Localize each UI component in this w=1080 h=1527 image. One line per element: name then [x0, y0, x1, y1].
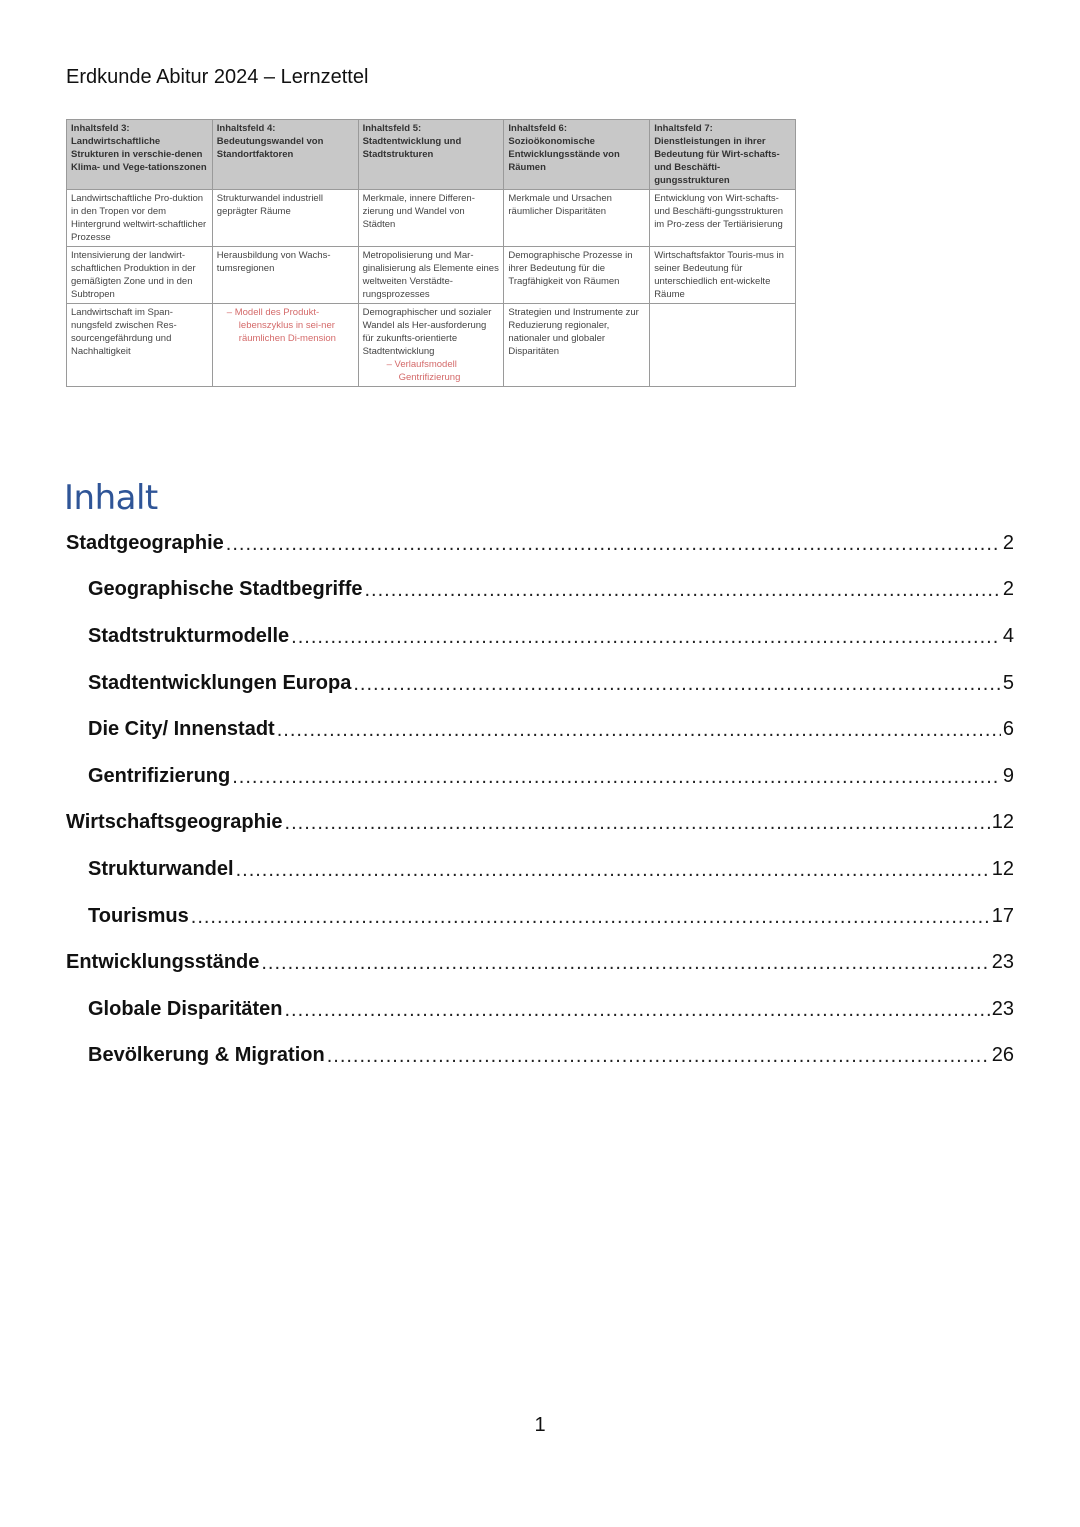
table-cell: Demographische Prozesse in ihrer Bedeutung für die Tragfähigkeit von Räumen	[504, 247, 650, 304]
toc-entry-entwicklungsstaende[interactable]	[66, 939, 1014, 986]
toc-entry-title: Wirtschaftsgeographie	[66, 811, 283, 834]
toc-entry-title: Geographische Stadtbegriffe	[88, 578, 363, 601]
table-cell: Merkmale, innere Differen-zierung und Wandel von Städten	[358, 190, 504, 247]
toc-entry-page: 9	[1002, 764, 1014, 787]
table-cell: Merkmale und Ursachen räumlicher Disparitäten	[504, 190, 650, 247]
toc-entry-stadtentwicklungen-europa[interactable]	[66, 660, 1014, 707]
dot-leader	[232, 766, 1001, 789]
toc-entry-gentrifizierung[interactable]	[66, 753, 1014, 800]
dot-leader	[365, 579, 1001, 602]
toc-entry-globale-disparitaeten[interactable]	[66, 986, 1014, 1033]
table-cell: Wirtschaftsfaktor Touris-mus in seiner Bedeutung für unterschiedlich ent-wickelte Räume	[650, 247, 796, 304]
dot-leader	[353, 673, 1001, 696]
dot-leader	[285, 999, 990, 1022]
table-header-cell: Inhaltsfeld 6: Sozioökonomische Entwicklungsstände von Räumen	[504, 120, 650, 190]
table-header-cell: Inhaltsfeld 3: Landwirtschaftliche Strukturen in verschie-denen Klima- und Vege-tationszonen	[67, 120, 213, 190]
dot-leader	[291, 626, 1001, 649]
toc-entry-title: Globale Disparitäten	[88, 997, 283, 1020]
table-cell-text: Demographischer und sozialer Wandel als Her-ausforderung für zukunfts-orientierte Stadtentwicklung	[362, 307, 492, 357]
page-number: 1	[534, 1414, 546, 1436]
toc-entry-page: 6	[1002, 718, 1014, 741]
table-row	[67, 304, 796, 387]
dot-leader	[277, 719, 1001, 742]
note-produktlebenszyklus: – Modell des Produkt-lebenszyklus in sei-ner räumlichen Di-mension	[226, 307, 336, 344]
toc-entry-bevoelkerung-migration[interactable]	[66, 1033, 1014, 1080]
toc-entry-title: Stadtgeographie	[66, 531, 224, 554]
dot-leader	[226, 533, 1001, 556]
toc-entry-wirtschaftsgeographie[interactable]	[66, 800, 1014, 847]
toc-entry-title: Entwicklungsstände	[66, 951, 260, 974]
table-cell: Strategien und Instrumente zur Reduzierung regionaler, nationaler und globaler Disparitäten	[504, 304, 650, 387]
table-header-cell: Inhaltsfeld 4: Bedeutungswandel von Standortfaktoren	[212, 120, 358, 190]
table-header-row	[67, 120, 796, 190]
table-cell: Entwicklung von Wirt-schafts- und Beschäfti-gungsstrukturen im Pro-zess der Tertiärisierung	[650, 190, 796, 247]
toc-entry-geographische-stadtbegriffe[interactable]	[66, 567, 1014, 614]
toc-entry-page: 4	[1002, 624, 1014, 647]
table-of-contents	[66, 520, 1014, 1079]
toc-entry-page: 5	[1002, 671, 1014, 694]
toc-entry-title: Tourismus	[88, 904, 189, 927]
toc-entry-page: 26	[991, 1044, 1014, 1067]
table-cell	[358, 304, 504, 387]
table-cell	[212, 304, 358, 387]
table-cell: Strukturwandel industriell geprägter Räume	[212, 190, 358, 247]
table-cell: Intensivierung der landwirt-schaftlichen Produktion in der gemäßigten Zone und in den Subtropen	[67, 247, 213, 304]
dot-leader	[236, 859, 990, 882]
toc-entry-title: Bevölkerung & Migration	[88, 1044, 325, 1067]
toc-entry-stadtgeographie[interactable]	[66, 520, 1014, 567]
dot-leader	[261, 952, 989, 975]
table-cell: Herausbildung von Wachs-tumsregionen	[212, 247, 358, 304]
table-cell	[650, 304, 796, 387]
curriculum-table	[66, 119, 796, 387]
toc-entry-page: 17	[991, 904, 1014, 927]
toc-entry-city-innenstadt[interactable]	[66, 706, 1014, 753]
toc-entry-page: 12	[991, 811, 1014, 834]
table-row	[67, 190, 796, 247]
toc-entry-page: 23	[991, 951, 1014, 974]
toc-entry-title: Die City/ Innenstadt	[88, 718, 275, 741]
note-verlaufsmodell: – Verlaufsmodell Gentrifizierung	[386, 359, 461, 383]
table-cell: Landwirtschaft im Span-nungsfeld zwischen Res-sourcengefährdung und Nachhaltigkeit	[67, 304, 213, 387]
toc-entry-title: Strukturwandel	[88, 857, 234, 880]
toc-entry-page: 2	[1002, 531, 1014, 554]
toc-entry-page: 2	[1002, 578, 1014, 601]
table-cell: Metropolisierung und Mar-ginalisierung als Elemente eines weltweiten Verstädte-rungsprozesses	[358, 247, 504, 304]
toc-entry-title: Stadtstrukturmodelle	[88, 624, 290, 647]
toc-entry-strukturwandel[interactable]	[66, 846, 1014, 893]
table-cell: Landwirtschaftliche Pro-duktion in den Tropen vor dem Hintergrund weltwirt-schaftlicher Prozesse	[67, 190, 213, 247]
table-header-cell: Inhaltsfeld 5: Stadtentwicklung und Stadtstrukturen	[358, 120, 504, 190]
dot-leader	[327, 1045, 990, 1068]
dot-leader	[285, 812, 990, 835]
table-row	[67, 247, 796, 304]
dot-leader	[191, 906, 990, 929]
toc-entry-stadtstrukturmodelle[interactable]	[66, 613, 1014, 660]
toc-heading: Inhalt	[64, 478, 158, 518]
document-header: Erdkunde Abitur 2024 – Lernzettel	[66, 66, 369, 88]
toc-entry-title: Stadtentwicklungen Europa	[88, 671, 352, 694]
toc-entry-title: Gentrifizierung	[88, 764, 231, 787]
toc-entry-page: 23	[991, 997, 1014, 1020]
table-header-cell: Inhaltsfeld 7: Dienstleistungen in ihrer Bedeutung für Wirt-schafts- und Beschäfti-gungsstrukturen	[650, 120, 796, 190]
toc-entry-page: 12	[991, 857, 1014, 880]
toc-entry-tourismus[interactable]	[66, 893, 1014, 940]
